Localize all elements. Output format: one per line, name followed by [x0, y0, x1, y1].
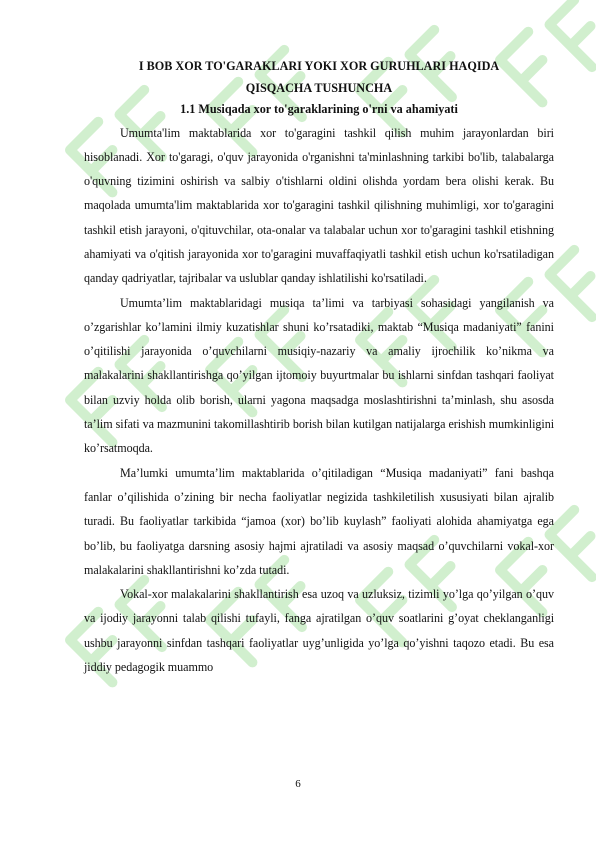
page-number: 6 — [295, 778, 301, 790]
paragraph-1: Umumta'lim maktablarida xor to'garagini tashkil qilish muhim jarayonlardan biri hisoblanadi. Xor to'garagi, o'quv jarayonida o'rganishni ta'minlashning tarkibi bo'lib, talabalarga o'quvning tizimini oshirish va salbiy o'tishlarni oldini olishda yordam bera olishi kerak. Bu maqolada umumta'lim maktablarida xor to'garagini tashkil qilishning muhimligi, xor to'garagini tashkil etish jarayoni, o'qituvchilar, ota-onalar va talabalar uchun xor to'garagini tashkil etishning ahamiyati va o'qitish jarayonida xor to'garagini muvaffaqiyatli tashkil etish uchun ko'rsatiladigan qanday qadriyatlar, tajribalar va uslublar qanday ishlatilishi ko'rsatiladi. — [84, 125, 554, 286]
chapter-title-line-1: I BOB XOR TO'GARAKLARI YOKI XOR GURUHLARI HAQIDA — [138, 59, 500, 73]
section-title: 1.1 Musiqada xor to'garaklarining o'rni va ahamiyati — [180, 102, 458, 116]
paragraph-3: Ma’lumki umumta’lim maktablarida o’qitiladigan “Musiqa madaniyati” fani bashqa fanlar o’qilishida o’zining bir necha faoliyatlar negizida tashkiletilish xususiyati bilan ajralib turadi. Bu faoliyatlar tarkibida “jamoa (xor) bo’lib kuylash” faoliyati alohida ahamiyatga ega bo’lib, bu faoliyatga darsning asosiy hajmi ajratiladi va asosiy maqsad o’quvchilarni vokal-xor malakalarini shakllantirishni ko’zda tutadi. — [84, 465, 554, 577]
chapter-title — [84, 56, 554, 99]
document-body — [84, 56, 554, 679]
paragraph-2: Umumta’lim maktablaridagi musiqa ta’limi va tarbiyasi sohasidagi yangilanish va o’zgarishlar ko’lamini ilmiy kuzatishlar shuni ko’rsatadiki, maktab “Musiqa madaniyati” fanini o’qitilishi jarayonida o’quvchilarni musiqiy-nazariy va amaliy ijrochilik ko’nikma va malakalarini shakllantirishga qo’yilgan ijtomoiy buyurtmalar bu ishlarni sinfdan tashqari faoliyat bilan uzviy holda olib borish, ularni yagona maqsadga moslashtirishni ta’minlash, shu asosda ta’lim sifati va mazmunini takomillashtirib borish bilan kutilgan natijalarga erishish mumkinligini ko’rsatmoqda. — [84, 295, 554, 456]
chapter-title-line-2: QISQACHA TUSHUNCHA — [245, 80, 393, 95]
paragraph-4: Vokal-xor malakalarini shakllantirish esa uzoq va uzluksiz, tizimli yo’lga qo’yilgan o’quv va ijodiy jarayonni talab qilishi tufayli, fanga ajratilgan o’quv soatlarini g’oyat cheklanganligi ushbu jarayonni sinfdan tashqari faoliyatlar uyg’unligida yo’lga qo’yishni taqozo etadi. Bu esa jiddiy pedagogik muammo — [84, 587, 554, 675]
